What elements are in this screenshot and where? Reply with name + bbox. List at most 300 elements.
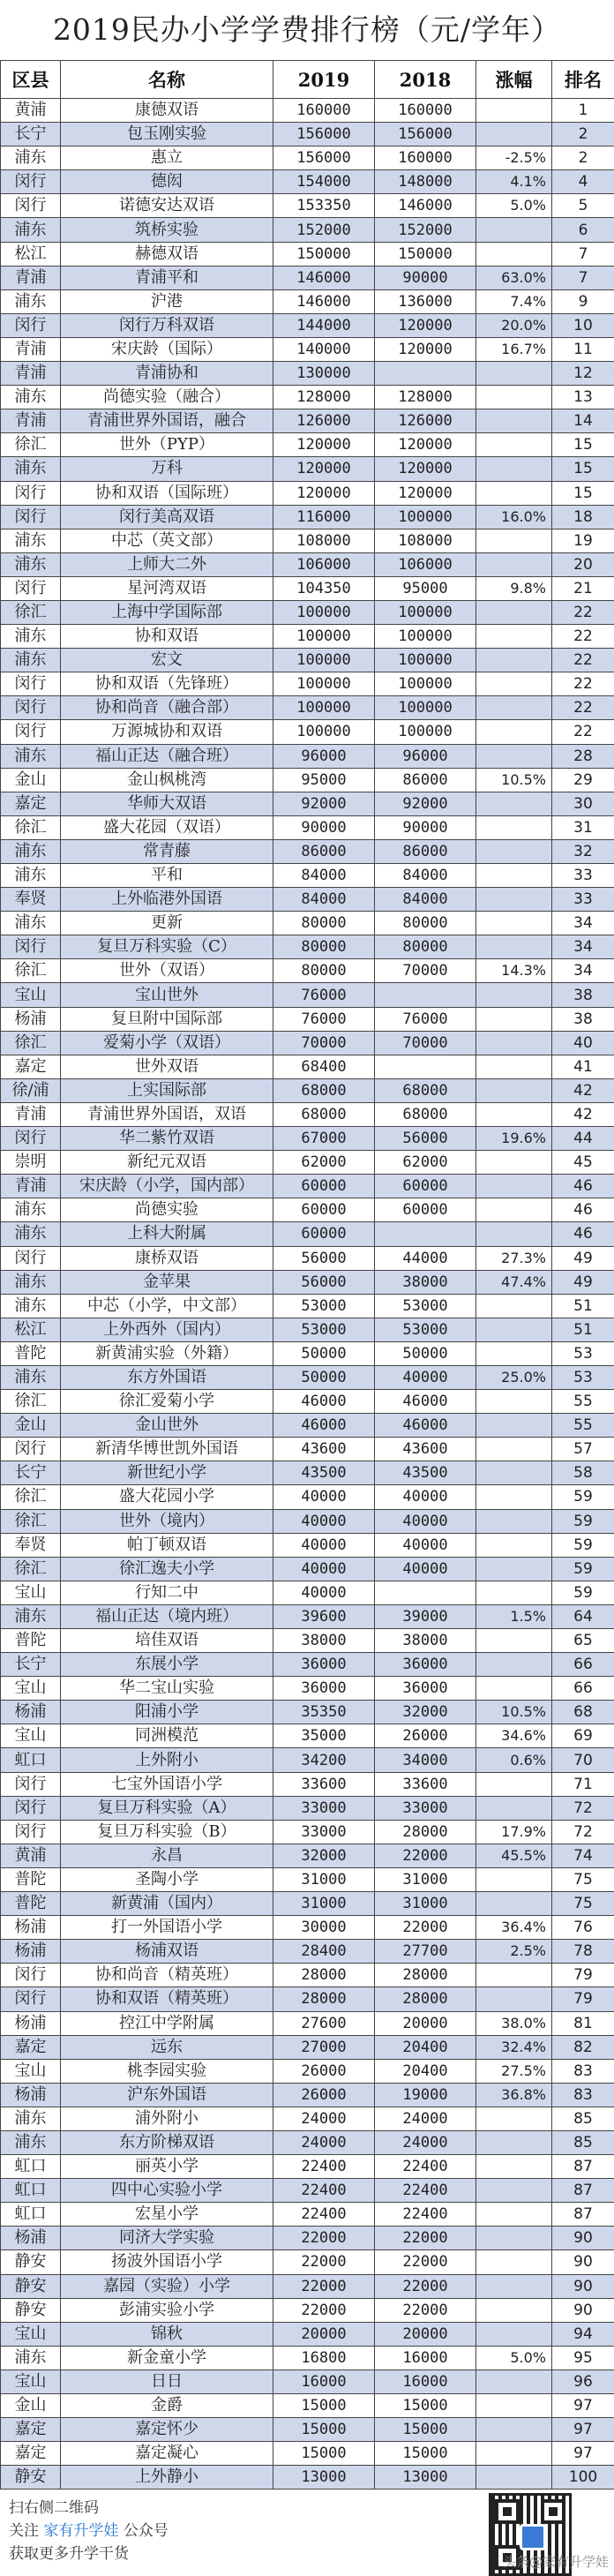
page-title: 2019民办小学学费排行榜（元/学年） <box>0 0 614 60</box>
cell-school-name: 盛大花园（双语） <box>61 815 273 839</box>
cell-fee-2019: 146000 <box>273 266 375 289</box>
cell-increase <box>476 1007 552 1031</box>
cell-fee-2018: 100000 <box>375 600 476 624</box>
cell-fee-2018: 108000 <box>375 529 476 552</box>
cell-school-name: 中芯（英文部） <box>61 529 273 552</box>
cell-district: 闵行 <box>1 1964 61 1987</box>
cell-school-name: 闵行美高双语 <box>61 505 273 529</box>
cell-increase <box>476 2394 552 2418</box>
cell-fee-2019: 15000 <box>273 2442 375 2466</box>
cell-school-name: 嘉园（实验）小学 <box>61 2274 273 2298</box>
cell-fee-2018: 92000 <box>375 792 476 815</box>
cell-school-name: 世外双语 <box>61 1055 273 1078</box>
cell-fee-2019: 116000 <box>273 505 375 529</box>
table-row <box>1 2179 614 2203</box>
cell-district: 徐汇 <box>1 1031 61 1055</box>
cell-rank: 59 <box>552 1557 614 1581</box>
cell-fee-2019: 16000 <box>273 2369 375 2393</box>
cell-fee-2018: 31000 <box>375 1892 476 1916</box>
cell-school-name: 世外（境内） <box>61 1509 273 1533</box>
cell-fee-2018: 16000 <box>375 2346 476 2369</box>
cell-school-name: 上实国际部 <box>61 1078 273 1102</box>
cell-increase <box>476 696 552 720</box>
cell-fee-2019: 106000 <box>273 552 375 576</box>
cell-district: 虹口 <box>1 2203 61 2227</box>
cell-increase: 32.4% <box>476 2035 552 2059</box>
cell-fee-2018: 40000 <box>375 1509 476 1533</box>
cell-rank: 71 <box>552 1772 614 1796</box>
header-name: 名称 <box>61 61 273 99</box>
cell-fee-2019: 33000 <box>273 1796 375 1820</box>
cell-school-name: 新纪元双语 <box>61 1151 273 1175</box>
cell-increase <box>476 2418 552 2442</box>
cell-fee-2019: 28400 <box>273 1940 375 1964</box>
cell-increase: 45.5% <box>476 1844 552 1867</box>
cell-increase: 0.6% <box>476 1748 552 1772</box>
cell-rank: 90 <box>552 2274 614 2298</box>
cell-fee-2019: 153350 <box>273 194 375 218</box>
cell-district: 青浦 <box>1 1102 61 1126</box>
cell-rank: 2 <box>552 146 614 170</box>
cell-fee-2019: 130000 <box>273 362 375 386</box>
cell-fee-2019: 31000 <box>273 1867 375 1891</box>
cell-fee-2019: 22400 <box>273 2203 375 2227</box>
cell-rank: 75 <box>552 1892 614 1916</box>
cell-fee-2018: 36000 <box>375 1677 476 1701</box>
cell-rank: 51 <box>552 1318 614 1341</box>
table-row <box>1 1916 614 1940</box>
cell-increase: 34.6% <box>476 1724 552 1748</box>
table-row <box>1 1748 614 1772</box>
cell-fee-2019: 32000 <box>273 1844 375 1867</box>
cell-fee-2019: 40000 <box>273 1485 375 1509</box>
cell-rank: 66 <box>552 1653 614 1677</box>
cell-rank: 53 <box>552 1365 614 1389</box>
cell-rank: 69 <box>552 1724 614 1748</box>
cell-fee-2018: 50000 <box>375 1341 476 1365</box>
cell-fee-2019: 150000 <box>273 242 375 266</box>
cell-school-name: 上海中学国际部 <box>61 600 273 624</box>
table-row <box>1 1007 614 1031</box>
cell-school-name: 上师大二外 <box>61 552 273 576</box>
table-row <box>1 1461 614 1485</box>
cell-fee-2018: 22400 <box>375 2155 476 2179</box>
cell-district: 嘉定 <box>1 2442 61 2466</box>
cell-rank: 22 <box>552 625 614 649</box>
cell-district: 徐汇 <box>1 959 61 983</box>
cell-fee-2018: 120000 <box>375 433 476 457</box>
table-row <box>1 2155 614 2179</box>
cell-increase <box>476 529 552 552</box>
cell-district: 宝山 <box>1 1677 61 1701</box>
cell-district: 浦东 <box>1 625 61 649</box>
cell-school-name: 新金童小学 <box>61 2346 273 2369</box>
cell-rank: 90 <box>552 2250 614 2274</box>
table-row <box>1 2322 614 2346</box>
cell-school-name: 星河湾双语 <box>61 576 273 600</box>
cell-increase <box>476 888 552 912</box>
cell-increase: -2.5% <box>476 146 552 170</box>
cell-fee-2018: 34000 <box>375 1748 476 1772</box>
cell-fee-2018: 15000 <box>375 2442 476 2466</box>
cell-fee-2018: 84000 <box>375 864 476 888</box>
cell-district: 闵行 <box>1 1127 61 1151</box>
table-row <box>1 649 614 672</box>
cell-fee-2018: 80000 <box>375 935 476 959</box>
cell-fee-2019: 31000 <box>273 1892 375 1916</box>
cell-fee-2018: 26000 <box>375 1724 476 1748</box>
cell-fee-2018: 70000 <box>375 1031 476 1055</box>
table-header-row <box>1 61 614 99</box>
cell-district: 闵行 <box>1 935 61 959</box>
footer-account-name[interactable]: 家有升学娃 <box>43 2522 118 2540</box>
table-row <box>1 170 614 194</box>
cell-district: 杨浦 <box>1 2011 61 2035</box>
cell-district: 闵行 <box>1 672 61 696</box>
cell-fee-2019: 96000 <box>273 744 375 768</box>
table-row <box>1 146 614 170</box>
cell-school-name: 新黄浦实验（外籍） <box>61 1341 273 1365</box>
cell-fee-2019: 140000 <box>273 337 375 361</box>
cell-fee-2019: 15000 <box>273 2418 375 2442</box>
cell-rank: 22 <box>552 600 614 624</box>
table-row <box>1 1102 614 1126</box>
cell-rank: 85 <box>552 2107 614 2130</box>
cell-fee-2019: 34200 <box>273 1748 375 1772</box>
cell-rank: 10 <box>552 313 614 337</box>
cell-increase <box>476 242 552 266</box>
cell-increase <box>476 1031 552 1055</box>
cell-fee-2019: 46000 <box>273 1414 375 1438</box>
cell-school-name: 协和尚音（精英班） <box>61 1964 273 1987</box>
cell-rank: 34 <box>552 935 614 959</box>
cell-fee-2019: 16800 <box>273 2346 375 2369</box>
cell-rank: 83 <box>552 2059 614 2083</box>
cell-district: 青浦 <box>1 1175 61 1198</box>
cell-fee-2019: 84000 <box>273 888 375 912</box>
cell-fee-2018: 15000 <box>375 2394 476 2418</box>
cell-fee-2018: 90000 <box>375 815 476 839</box>
cell-district: 金山 <box>1 1414 61 1438</box>
cell-school-name: 协和双语（精英班） <box>61 1987 273 2011</box>
cell-increase: 47.4% <box>476 1270 552 1294</box>
cell-district: 宝山 <box>1 983 61 1007</box>
cell-rank: 38 <box>552 983 614 1007</box>
table-row <box>1 194 614 218</box>
cell-district: 闵行 <box>1 1796 61 1820</box>
table-row <box>1 2227 614 2250</box>
cell-increase <box>476 2298 552 2322</box>
cell-district: 徐汇 <box>1 1557 61 1581</box>
table-row <box>1 1485 614 1509</box>
cell-district: 松江 <box>1 242 61 266</box>
cell-increase: 4.1% <box>476 170 552 194</box>
cell-fee-2019: 20000 <box>273 2322 375 2346</box>
cell-school-name: 同洲模范 <box>61 1724 273 1748</box>
cell-fee-2019: 53000 <box>273 1318 375 1341</box>
cell-fee-2018: 22000 <box>375 2227 476 2250</box>
table-row <box>1 1557 614 1581</box>
table-row <box>1 1414 614 1438</box>
table-row <box>1 481 614 505</box>
cell-fee-2018: 24000 <box>375 2107 476 2130</box>
cell-fee-2018: 22400 <box>375 2179 476 2203</box>
cell-fee-2019: 86000 <box>273 839 375 863</box>
cell-school-name: 闵行万科双语 <box>61 313 273 337</box>
cell-fee-2018: 28000 <box>375 1987 476 2011</box>
cell-district: 黄浦 <box>1 1844 61 1867</box>
cell-school-name: 协和双语（国际班） <box>61 481 273 505</box>
cell-district: 浦东 <box>1 2346 61 2369</box>
cell-rank: 59 <box>552 1533 614 1557</box>
cell-increase: 14.3% <box>476 959 552 983</box>
cell-school-name: 青浦世界外国语，融合 <box>61 409 273 433</box>
cell-district: 普陀 <box>1 1867 61 1891</box>
cell-fee-2019: 28000 <box>273 1964 375 1987</box>
table-row <box>1 289 614 313</box>
cell-fee-2018: 31000 <box>375 1867 476 1891</box>
cell-fee-2019: 15000 <box>273 2394 375 2418</box>
cell-school-name: 盛大花园小学 <box>61 1485 273 1509</box>
table-row <box>1 505 614 529</box>
table-row <box>1 1078 614 1102</box>
cell-school-name: 东方外国语 <box>61 1365 273 1389</box>
cell-fee-2019: 60000 <box>273 1198 375 1222</box>
cell-school-name: 远东 <box>61 2035 273 2059</box>
cell-fee-2018: 100000 <box>375 505 476 529</box>
cell-rank: 20 <box>552 552 614 576</box>
cell-district: 徐汇 <box>1 1509 61 1533</box>
cell-rank: 68 <box>552 1701 614 1724</box>
cell-school-name: 永昌 <box>61 1844 273 1867</box>
table-row <box>1 457 614 481</box>
cell-fee-2019: 92000 <box>273 792 375 815</box>
cell-increase <box>476 625 552 649</box>
cell-fee-2019: 100000 <box>273 696 375 720</box>
cell-increase <box>476 792 552 815</box>
cell-fee-2019: 43600 <box>273 1438 375 1461</box>
cell-district: 闵行 <box>1 1246 61 1270</box>
cell-district: 青浦 <box>1 337 61 361</box>
header-rank: 排名 <box>552 61 614 99</box>
cell-district: 嘉定 <box>1 2418 61 2442</box>
table-row <box>1 696 614 720</box>
cell-district: 杨浦 <box>1 2083 61 2107</box>
cell-rank: 87 <box>552 2179 614 2203</box>
cell-district: 浦东 <box>1 146 61 170</box>
cell-rank: 11 <box>552 337 614 361</box>
cell-increase <box>476 1318 552 1341</box>
cell-increase: 5.0% <box>476 2346 552 2369</box>
cell-fee-2019: 50000 <box>273 1341 375 1365</box>
cell-rank: 78 <box>552 1940 614 1964</box>
cell-fee-2019: 35350 <box>273 1701 375 1724</box>
cell-increase <box>476 912 552 935</box>
table-row <box>1 1844 614 1867</box>
cell-school-name: 上外静小 <box>61 2466 273 2490</box>
cell-rank: 15 <box>552 481 614 505</box>
table-row <box>1 625 614 649</box>
cell-fee-2018: 160000 <box>375 99 476 123</box>
cell-fee-2018: 19000 <box>375 2083 476 2107</box>
cell-fee-2018: 96000 <box>375 744 476 768</box>
cell-fee-2019: 56000 <box>273 1246 375 1270</box>
cell-district: 青浦 <box>1 362 61 386</box>
cell-district: 静安 <box>1 2274 61 2298</box>
cell-rank: 12 <box>552 362 614 386</box>
cell-school-name: 包玉刚实验 <box>61 123 273 146</box>
cell-increase <box>476 2250 552 2274</box>
cell-rank: 59 <box>552 1485 614 1509</box>
table-row <box>1 1940 614 1964</box>
cell-district: 宝山 <box>1 1581 61 1604</box>
cell-rank: 29 <box>552 768 614 792</box>
cell-district: 徐汇 <box>1 1485 61 1509</box>
cell-district: 金山 <box>1 2394 61 2418</box>
cell-school-name: 打一外国语小学 <box>61 1916 273 1940</box>
cell-rank: 32 <box>552 839 614 863</box>
cell-district: 黄浦 <box>1 99 61 123</box>
cell-rank: 64 <box>552 1604 614 1628</box>
cell-increase: 2.5% <box>476 1940 552 1964</box>
table-row <box>1 1653 614 1677</box>
cell-school-name: 宏星小学 <box>61 2203 273 2227</box>
table-row <box>1 1964 614 1987</box>
cell-fee-2019: 120000 <box>273 481 375 505</box>
cell-fee-2018: 46000 <box>375 1414 476 1438</box>
cell-fee-2019: 40000 <box>273 1581 375 1604</box>
cell-fee-2019: 50000 <box>273 1365 375 1389</box>
cell-fee-2019: 128000 <box>273 386 375 409</box>
cell-fee-2019: 43500 <box>273 1461 375 1485</box>
cell-fee-2018: 46000 <box>375 1390 476 1414</box>
cell-district: 浦东 <box>1 2107 61 2130</box>
cell-district: 杨浦 <box>1 2227 61 2250</box>
cell-fee-2019: 22400 <box>273 2179 375 2203</box>
cell-fee-2018: 27700 <box>375 1940 476 1964</box>
cell-school-name: 同济大学实验 <box>61 2227 273 2250</box>
table-row <box>1 1533 614 1557</box>
cell-fee-2019: 53000 <box>273 1294 375 1318</box>
cell-increase: 17.9% <box>476 1820 552 1844</box>
cell-fee-2019: 95000 <box>273 768 375 792</box>
cell-increase <box>476 2442 552 2466</box>
cell-rank: 49 <box>552 1246 614 1270</box>
cell-rank: 74 <box>552 1844 614 1867</box>
table-row <box>1 864 614 888</box>
cell-rank: 46 <box>552 1175 614 1198</box>
cell-rank: 87 <box>552 2155 614 2179</box>
cell-school-name: 帕丁顿双语 <box>61 1533 273 1557</box>
cell-district: 浦东 <box>1 864 61 888</box>
cell-rank: 83 <box>552 2083 614 2107</box>
cell-fee-2018: 28000 <box>375 1964 476 1987</box>
cell-fee-2019: 67000 <box>273 1127 375 1151</box>
table-row <box>1 2250 614 2274</box>
cell-rank: 79 <box>552 1964 614 1987</box>
cell-increase <box>476 1390 552 1414</box>
cell-fee-2018: 126000 <box>375 409 476 433</box>
cell-fee-2018: 22000 <box>375 2298 476 2322</box>
cell-fee-2018: 60000 <box>375 1175 476 1198</box>
cell-fee-2018: 13000 <box>375 2466 476 2490</box>
cell-fee-2018: 100000 <box>375 720 476 744</box>
cell-fee-2018: 84000 <box>375 888 476 912</box>
cell-rank: 19 <box>552 529 614 552</box>
cell-school-name: 上外附小 <box>61 1748 273 1772</box>
cell-school-name: 上科大附属 <box>61 1222 273 1246</box>
table-row <box>1 409 614 433</box>
cell-increase <box>476 744 552 768</box>
cell-increase <box>476 1175 552 1198</box>
table-row <box>1 2035 614 2059</box>
cell-increase <box>476 1581 552 1604</box>
cell-fee-2018: 160000 <box>375 146 476 170</box>
footer-line-follow <box>9 2520 168 2542</box>
table-row <box>1 576 614 600</box>
cell-district: 浦东 <box>1 1270 61 1294</box>
cell-rank: 5 <box>552 194 614 218</box>
cell-fee-2018: 146000 <box>375 194 476 218</box>
table-row <box>1 552 614 576</box>
cell-district: 徐汇 <box>1 815 61 839</box>
cell-district: 徐汇 <box>1 1390 61 1414</box>
cell-school-name: 常青藤 <box>61 839 273 863</box>
cell-increase: 25.0% <box>476 1365 552 1389</box>
cell-school-name: 万源城协和双语 <box>61 720 273 744</box>
table-row <box>1 218 614 242</box>
cell-increase <box>476 1629 552 1653</box>
footer <box>0 2490 614 2576</box>
cell-increase <box>476 2179 552 2203</box>
table-row <box>1 266 614 289</box>
cell-fee-2019: 62000 <box>273 1151 375 1175</box>
cell-increase <box>476 433 552 457</box>
cell-school-name: 金山世外 <box>61 1414 273 1438</box>
cell-fee-2018: 68000 <box>375 1078 476 1102</box>
table-row <box>1 2203 614 2227</box>
cell-fee-2018: 43500 <box>375 1461 476 1485</box>
cell-increase <box>476 386 552 409</box>
cell-rank: 94 <box>552 2322 614 2346</box>
cell-district: 浦东 <box>1 552 61 576</box>
cell-school-name: 杨浦双语 <box>61 1940 273 1964</box>
cell-fee-2018: 22000 <box>375 2274 476 2298</box>
cell-district: 闵行 <box>1 170 61 194</box>
cell-fee-2018: 33600 <box>375 1772 476 1796</box>
cell-rank: 46 <box>552 1222 614 1246</box>
cell-fee-2019: 80000 <box>273 912 375 935</box>
cell-school-name: 徐汇逸夫小学 <box>61 1557 273 1581</box>
cell-district: 宝山 <box>1 2369 61 2393</box>
cell-rank: 15 <box>552 433 614 457</box>
table-row <box>1 313 614 337</box>
cell-district: 徐汇 <box>1 600 61 624</box>
table-row <box>1 1127 614 1151</box>
cell-fee-2018: 24000 <box>375 2130 476 2154</box>
cell-increase: 10.5% <box>476 768 552 792</box>
cell-district: 浦东 <box>1 386 61 409</box>
cell-increase <box>476 1509 552 1533</box>
cell-fee-2018: 95000 <box>375 576 476 600</box>
table-row <box>1 744 614 768</box>
cell-school-name: 尚德实验 <box>61 1198 273 1222</box>
cell-school-name: 阳浦小学 <box>61 1701 273 1724</box>
table-row <box>1 768 614 792</box>
cell-district: 长宁 <box>1 123 61 146</box>
cell-increase <box>476 457 552 481</box>
cell-fee-2019: 76000 <box>273 1007 375 1031</box>
